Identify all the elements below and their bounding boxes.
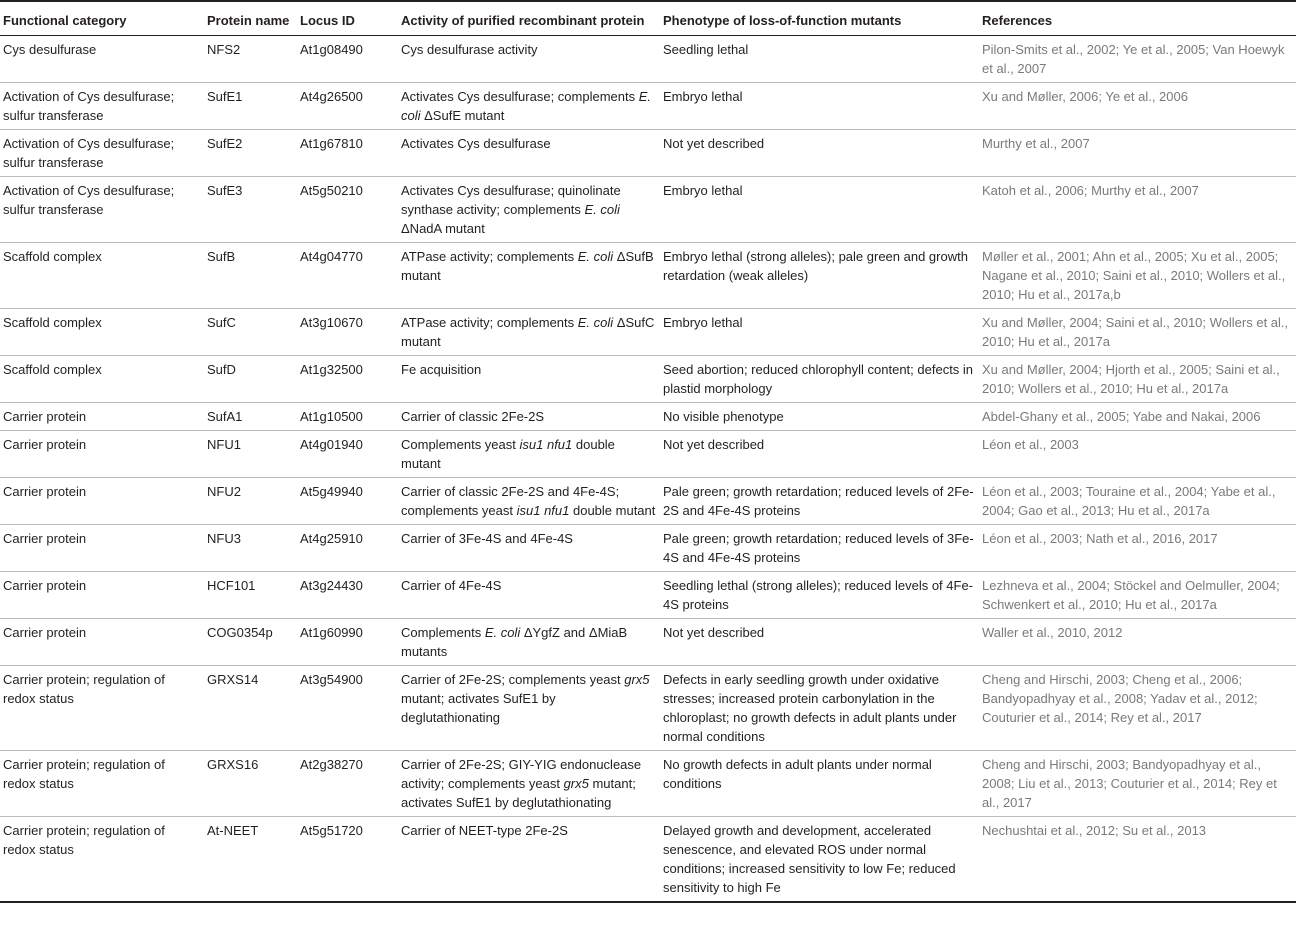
- cell-locus: At5g51720: [300, 823, 363, 838]
- cell-phenotype: Embryo lethal: [663, 315, 743, 330]
- cell-protein: SufA1: [207, 409, 243, 424]
- cell-references: Pilon-Smits et al., 2002; Ye et al., 2005; Van Hoewyk et al., 2007: [982, 42, 1285, 76]
- cell-phenotype: Embryo lethal: [663, 183, 743, 198]
- cell-phenotype: Not yet described: [663, 136, 765, 151]
- cell-protein: SufE1: [207, 89, 243, 104]
- header-row: [0, 1, 1296, 36]
- table-row: [0, 356, 1296, 403]
- cell-category: Scaffold complex: [3, 315, 102, 330]
- cell-category: Activation of Cys desulfurase; sulfur transferase: [3, 136, 175, 170]
- table-row: [0, 177, 1296, 243]
- cell-locus: At3g24430: [300, 578, 363, 593]
- cell-phenotype: Not yet described: [663, 625, 765, 640]
- cell-category: Carrier protein: [3, 578, 87, 593]
- table-body: [0, 36, 1296, 903]
- table-row: [0, 130, 1296, 177]
- cell-protein: SufE2: [207, 136, 243, 151]
- cell-activity: Carrier of classic 2Fe-2S: [401, 409, 545, 424]
- table-row: [0, 403, 1296, 431]
- cell-references: Xu and Møller, 2004; Saini et al., 2010; Wollers et al., 2010; Hu et al., 2017a: [982, 315, 1289, 349]
- activity-organism-italic: isu1 nfu1: [516, 503, 570, 518]
- cell-references: Cheng and Hirschi, 2003; Bandyopadhyay et al., 2008; Liu et al., 2013; Couturier et al., 2014; Rey et al., 2017: [982, 757, 1277, 810]
- cell-protein: SufD: [207, 362, 236, 377]
- cell-locus: At1g08490: [300, 42, 363, 57]
- cell-locus: At3g54900: [300, 672, 363, 687]
- cell-references: Nechushtai et al., 2012; Su et al., 2013: [982, 823, 1207, 838]
- cell-locus: At4g01940: [300, 437, 363, 452]
- cell-references: Xu and Møller, 2006; Ye et al., 2006: [982, 89, 1188, 104]
- activity-organism-italic: E. coli: [484, 625, 521, 640]
- cell-phenotype: Not yet described: [663, 437, 765, 452]
- cell-protein: HCF101: [207, 578, 256, 593]
- activity-text-end: ΔSufB mutant: [401, 249, 654, 283]
- cell-locus: At5g50210: [300, 183, 363, 198]
- table-row: [0, 666, 1296, 751]
- cell-category: Carrier protein; regulation of redox status: [3, 757, 165, 791]
- cell-category: Scaffold complex: [3, 249, 102, 264]
- activity-text-start: Carrier of classic 2Fe-2S and 4Fe-4S; complements yeast: [401, 484, 620, 518]
- cell-category: Activation of Cys desulfurase; sulfur transferase: [3, 183, 175, 217]
- cell-phenotype: Delayed growth and development, accelerated senescence, and elevated ROS under normal conditions; increased sensitivity to low Fe; reduced sensitivity to high Fe: [663, 823, 956, 895]
- cell-activity: Carrier of 3Fe-4S and 4Fe-4S: [401, 531, 573, 546]
- table-row: [0, 309, 1296, 356]
- activity-text-end: ΔSufC mutant: [401, 315, 655, 349]
- activity-text-start: Complements yeast: [401, 437, 520, 452]
- cell-protein: COG0354p: [207, 625, 273, 640]
- activity-organism-italic: E. coli: [577, 315, 614, 330]
- table-row: [0, 36, 1296, 83]
- table-row: [0, 83, 1296, 130]
- activity-organism-italic: E. coli: [577, 249, 614, 264]
- header-protein: Protein name: [207, 13, 290, 28]
- cell-phenotype: Embryo lethal: [663, 89, 743, 104]
- cell-phenotype: Embryo lethal (strong alleles); pale green and growth retardation (weak alleles): [663, 249, 968, 283]
- cell-activity: Fe acquisition: [401, 362, 482, 377]
- activity-organism-italic: E. coli: [584, 202, 620, 217]
- cell-protein: NFU2: [207, 484, 241, 499]
- activity-text-end: ΔYgfZ and ΔMiaB mutants: [401, 625, 628, 659]
- cell-locus: At1g67810: [300, 136, 363, 151]
- cell-category: Carrier protein: [3, 409, 87, 424]
- header-phenotype: Phenotype of loss-of-function mutants: [663, 13, 902, 28]
- cell-references: Katoh et al., 2006; Murthy et al., 2007: [982, 183, 1199, 198]
- cell-protein: SufE3: [207, 183, 243, 198]
- header-activity: Activity of purified recombinant protein: [401, 13, 645, 28]
- activity-text-start: Activates Cys desulfurase; complements: [401, 89, 639, 104]
- cell-locus: At1g10500: [300, 409, 363, 424]
- cell-category: Carrier protein: [3, 531, 87, 546]
- activity-text-start: ATPase activity; complements: [401, 249, 578, 264]
- cell-category: Carrier protein: [3, 484, 87, 499]
- cell-activity: [398, 478, 660, 525]
- cell-category: Activation of Cys desulfurase; sulfur transferase: [3, 89, 175, 123]
- activity-text-end: ΔNadA mutant: [401, 221, 485, 236]
- activity-text-start: ATPase activity; complements: [401, 315, 578, 330]
- cell-phenotype: Seedling lethal: [663, 42, 749, 57]
- cell-activity: Cys desulfurase activity: [401, 42, 538, 57]
- cell-phenotype: Pale green; growth retardation; reduced levels of 2Fe-2S and 4Fe-4S proteins: [663, 484, 974, 518]
- table-row: [0, 478, 1296, 525]
- cell-protein: SufB: [207, 249, 236, 264]
- cell-references: Léon et al., 2003; Nath et al., 2016, 2017: [982, 531, 1218, 546]
- cell-protein: NFU3: [207, 531, 241, 546]
- cell-references: Cheng and Hirschi, 2003; Cheng et al., 2006; Bandyopadhyay et al., 2008; Yadav et al., 2012; Couturier et al., 2014; Rey et al., 2017: [982, 672, 1258, 725]
- cell-locus: At4g26500: [300, 89, 363, 104]
- activity-text-end: mutant; activates SufE1 by deglutathionating: [401, 691, 556, 725]
- cell-activity: Carrier of 4Fe-4S: [401, 578, 502, 593]
- cell-category: Carrier protein: [3, 625, 87, 640]
- table-row: [0, 751, 1296, 817]
- cell-activity: [398, 431, 660, 478]
- cell-locus: At5g49940: [300, 484, 363, 499]
- cell-references: Léon et al., 2003: [982, 437, 1079, 452]
- cell-phenotype: Defects in early seedling growth under oxidative stresses; increased protein carbonylation in the chloroplast; no growth defects in adult plants under normal conditions: [663, 672, 957, 744]
- cell-phenotype: No visible phenotype: [663, 409, 784, 424]
- cell-protein: At-NEET: [207, 823, 259, 838]
- cell-activity: [398, 309, 660, 356]
- activity-text-end: double mutant: [401, 437, 615, 471]
- table-row: [0, 243, 1296, 309]
- cell-activity: [398, 243, 660, 309]
- activity-text-start: Carrier of 2Fe-2S; GIY-YIG endonuclease activity; complements yeast: [401, 757, 642, 791]
- activity-text-start: Complements: [401, 625, 485, 640]
- cell-activity: [398, 666, 660, 751]
- activity-organism-italic: grx5: [624, 672, 650, 687]
- cell-protein: NFU1: [207, 437, 241, 452]
- header-locus: Locus ID: [300, 13, 355, 28]
- table-row: [0, 619, 1296, 666]
- activity-organism-italic: isu1 nfu1: [519, 437, 573, 452]
- cell-protein: GRXS16: [207, 757, 259, 772]
- cell-locus: At4g25910: [300, 531, 363, 546]
- cell-references: Léon et al., 2003; Touraine et al., 2004; Yabe et al., 2004; Gao et al., 2013; Hu et al., 2017a: [982, 484, 1276, 518]
- header-category: Functional category: [3, 13, 127, 28]
- cell-category: Scaffold complex: [3, 362, 102, 377]
- cell-protein: NFS2: [207, 42, 241, 57]
- cell-phenotype: Seed abortion; reduced chlorophyll content; defects in plastid morphology: [663, 362, 974, 396]
- cell-category: Carrier protein: [3, 437, 87, 452]
- activity-organism-italic: E. coli: [401, 89, 652, 123]
- cell-references: Lezhneva et al., 2004; Stöckel and Oelmuller, 2004; Schwenkert et al., 2010; Hu et al., 2017a: [982, 578, 1280, 612]
- table-row: [0, 431, 1296, 478]
- activity-text-end: ΔSufE mutant: [420, 108, 505, 123]
- cell-references: Murthy et al., 2007: [982, 136, 1090, 151]
- header-references: References: [982, 13, 1053, 28]
- activity-text-start: Carrier of 2Fe-2S; complements yeast: [401, 672, 625, 687]
- cell-activity: [398, 751, 660, 817]
- cell-phenotype: No growth defects in adult plants under normal conditions: [663, 757, 932, 791]
- cell-protein: SufC: [207, 315, 236, 330]
- cell-activity: [398, 177, 660, 243]
- cell-activity: [398, 83, 660, 130]
- table-row: [0, 525, 1296, 572]
- activity-text-start: Activates Cys desulfurase; quinolinate synthase activity; complements: [401, 183, 621, 217]
- table-row: [0, 572, 1296, 619]
- cell-references: Møller et al., 2001; Ahn et al., 2005; Xu et al., 2005; Nagane et al., 2010; Saini et al., 2010; Wollers et al., 2010; Hu et al., 2017a,b: [982, 249, 1286, 302]
- cell-locus: At3g10670: [300, 315, 363, 330]
- activity-organism-italic: grx5: [563, 776, 589, 791]
- cell-category: Carrier protein; regulation of redox status: [3, 672, 165, 706]
- cell-activity: [398, 619, 660, 666]
- cell-locus: At1g60990: [300, 625, 363, 640]
- cell-category: Carrier protein; regulation of redox status: [3, 823, 165, 857]
- cell-references: Xu and Møller, 2004; Hjorth et al., 2005; Saini et al., 2010; Wollers et al., 2010; Hu et al., 2017a: [982, 362, 1280, 396]
- cell-references: Abdel-Ghany et al., 2005; Yabe and Nakai, 2006: [982, 409, 1261, 424]
- cell-locus: At1g32500: [300, 362, 363, 377]
- table-header: [0, 1, 1296, 36]
- cell-activity: Activates Cys desulfurase: [401, 136, 551, 151]
- cell-activity: Carrier of NEET-type 2Fe-2S: [401, 823, 568, 838]
- cell-phenotype: Seedling lethal (strong alleles); reduced levels of 4Fe-4S proteins: [663, 578, 974, 612]
- table-row: [0, 817, 1296, 903]
- cell-locus: At4g04770: [300, 249, 363, 264]
- cell-references: Waller et al., 2010, 2012: [982, 625, 1123, 640]
- cell-locus: At2g38270: [300, 757, 363, 772]
- cell-category: Cys desulfurase: [3, 42, 97, 57]
- cell-phenotype: Pale green; growth retardation; reduced levels of 3Fe-4S and 4Fe-4S proteins: [663, 531, 974, 565]
- activity-text-end: double mutant: [569, 503, 656, 518]
- cell-protein: GRXS14: [207, 672, 259, 687]
- activity-text-end: mutant; activates SufE1 by deglutathionating: [401, 776, 636, 810]
